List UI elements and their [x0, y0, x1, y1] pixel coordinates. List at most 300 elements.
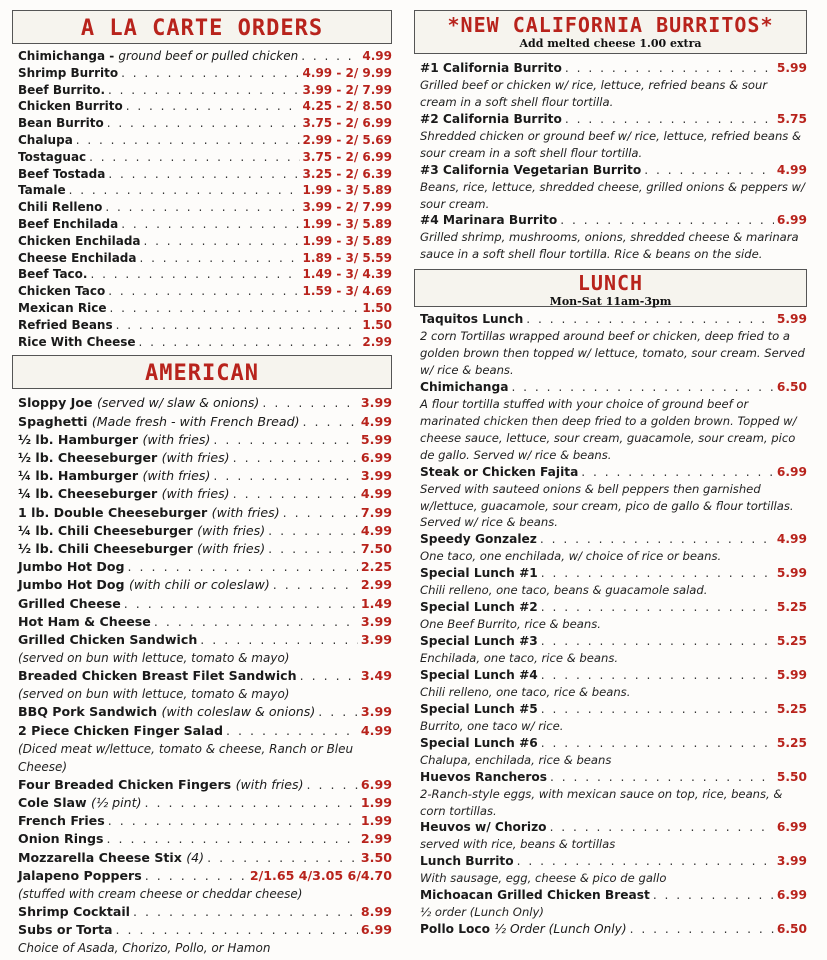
menu-item-title: ¼ lb. Cheeseburger — [18, 486, 162, 502]
menu-item-note: (½ pint) — [91, 795, 142, 810]
menu-item-name — [420, 599, 538, 616]
menu-item-price: 1.49 - 3/ 4.39 — [302, 267, 392, 282]
dot-leader — [307, 776, 358, 794]
menu-item-description: Served with sauteed onions & bell peppers then garnished w/lettuce, guacamole, sour cream, pico de gallo & flour tortillas. Served w/ rice & beans. — [420, 481, 794, 530]
menu-item-name — [18, 722, 223, 740]
menu-item-note: (with fries) — [161, 486, 230, 502]
dot-leader — [565, 111, 774, 128]
menu-item-price: 6.99 — [776, 888, 807, 903]
menu-item-title: Sloppy Joe — [18, 395, 97, 411]
menu-item — [420, 667, 807, 701]
dot-leader — [303, 413, 358, 431]
menu-item-note: (with fries) — [161, 449, 230, 465]
dot-leader — [318, 703, 358, 721]
menu-item-price: 4.99 — [360, 413, 392, 429]
menu-item-title: Beef Burrito. — [18, 82, 105, 97]
menu-item-price: 3.75 - 2/ 6.99 — [302, 149, 392, 164]
menu-item-price: 1.99 - 3/ 5.89 — [302, 216, 392, 231]
menu-item-line — [420, 667, 807, 684]
menu-item-line — [18, 631, 392, 649]
menu-item-title: French Fries — [18, 813, 105, 829]
menu-item — [18, 394, 392, 412]
menu-item-title: BBQ Pork Sandwich — [18, 704, 162, 720]
menu-item-note: (with fries) — [197, 540, 266, 556]
menu-item-name — [18, 149, 86, 166]
dot-leader — [301, 48, 359, 65]
menu-item — [18, 867, 392, 903]
menu-item-title: Lunch Burrito — [420, 854, 514, 869]
menu-item — [420, 921, 807, 938]
menu-item-line — [18, 467, 392, 485]
menu-item-title: Chicken Burrito — [18, 99, 123, 114]
menu-item-description: (Diced meat w/lettuce, tomato & cheese, Ranch or Bleu Cheese) — [18, 741, 354, 774]
dot-leader — [581, 464, 774, 481]
menu-item-title: Breaded Chicken Breast Filet Sandwich — [18, 668, 297, 684]
menu-item-name — [420, 667, 538, 684]
menu-item-title: ½ lb. Cheeseburger — [18, 449, 162, 465]
menu-item-name — [18, 522, 265, 540]
menu-item-line — [420, 212, 807, 229]
menu-item-note: (with fries) — [235, 776, 304, 792]
menu-item-price: 6.99 — [776, 820, 807, 835]
dot-leader — [128, 558, 358, 576]
menu-item-title: Chimichanga — [420, 379, 509, 394]
menu-item-line — [18, 504, 392, 522]
dot-leader — [560, 212, 774, 229]
menu-item-name — [18, 115, 104, 132]
menu-item — [18, 149, 392, 166]
dot-leader — [268, 540, 358, 558]
menu-item — [18, 667, 392, 703]
dot-leader — [653, 887, 774, 904]
menu-item-title: 2 Piece Chicken Finger Salad — [18, 722, 223, 738]
section-subtitle: Mon-Sat 11am-3pm — [549, 295, 672, 309]
menu-item-note: (with chili or coleslaw) — [128, 577, 270, 593]
menu-item-price: 4.25 - 2/ 8.50 — [302, 99, 392, 114]
menu-item-note: (with coleslaw & onions) — [161, 704, 316, 720]
menu-item-name — [18, 166, 105, 183]
menu-item-line — [420, 60, 807, 77]
menu-item-note: (served w/ slaw & onions) — [96, 395, 260, 411]
menu-item-price: 3.75 - 2/ 6.99 — [302, 116, 392, 131]
menu-item-line — [18, 250, 392, 267]
menu-item-title: Cheese Enchilada — [18, 250, 137, 265]
menu-item-price: 6.50 — [776, 922, 807, 937]
menu-item-name — [420, 60, 562, 77]
menu-item-name — [18, 631, 197, 649]
menu-item-price: 1.99 — [360, 813, 392, 829]
dot-leader — [226, 722, 358, 740]
menu-item-price: 5.25 — [776, 634, 807, 649]
dot-leader — [511, 379, 773, 396]
menu-item-description: Beans, rice, lettuce, shredded cheese, grilled onions & peppers w/ sour cream. — [420, 179, 805, 211]
menu-item — [420, 60, 807, 111]
menu-item-name — [18, 48, 298, 65]
menu-item-title: #3 California Vegetarian Burrito — [420, 162, 642, 177]
menu-item-price: 4.99 — [776, 532, 807, 547]
menu-item-name — [18, 413, 300, 431]
menu-item-description: ½ order (Lunch Only) — [420, 905, 544, 920]
menu-item-name — [420, 311, 523, 328]
menu-item — [420, 769, 807, 820]
menu-item-price: 4.99 — [776, 162, 807, 177]
dot-leader — [541, 565, 774, 582]
menu-item-note: (with fries) — [211, 504, 280, 520]
menu-item-title: Tostaguac — [18, 149, 87, 164]
menu-item-line — [420, 464, 807, 481]
menu-item-description: (served on bun with lettuce, tomato & mayo) — [18, 651, 290, 666]
menu-item-name — [420, 633, 538, 650]
menu-item-price: 5.99 — [776, 566, 807, 581]
menu-item-line — [18, 667, 392, 685]
menu-item-name — [18, 558, 125, 576]
menu-item — [420, 379, 807, 464]
menu-item — [18, 812, 392, 830]
dot-leader — [116, 317, 360, 334]
menu-item-line — [18, 449, 392, 467]
menu-item-note: (4) — [186, 849, 205, 865]
menu-item-description: Chalupa, enchilada, rice & beans — [420, 752, 612, 767]
menu-item-price: 5.99 — [776, 667, 807, 682]
dot-leader — [283, 504, 358, 522]
menu-item-note: (with fries) — [197, 522, 266, 538]
dot-leader — [207, 849, 358, 867]
menu-item-name — [18, 216, 118, 233]
menu-item-name — [18, 250, 137, 267]
menu-item-note: (with fries) — [142, 431, 211, 447]
a-la-carte-list — [12, 48, 392, 350]
menu-item-line — [420, 379, 807, 396]
menu-item-name — [420, 464, 578, 481]
menu-item-line — [18, 849, 392, 867]
menu-item-title: Hot Ham & Cheese — [18, 613, 151, 629]
menu-item-price: 3.25 - 2/ 6.39 — [302, 166, 392, 181]
menu-item-price: 6.99 — [360, 922, 392, 938]
dot-leader — [108, 812, 358, 830]
menu-item-price: 7.99 — [360, 504, 392, 520]
menu-item-title: #1 California Burrito — [420, 61, 562, 75]
menu-item-note: (with fries) — [142, 468, 211, 484]
menu-item-price: 1.50 — [362, 317, 392, 332]
menu-item-name — [18, 317, 113, 334]
menu-item-title: Heuvos w/ Chorizo — [420, 820, 547, 835]
menu-item — [18, 558, 392, 576]
dot-leader — [145, 867, 247, 885]
menu-item-title: ½ lb. Chili Cheeseburger — [18, 540, 198, 556]
menu-item-name — [18, 467, 210, 485]
dot-leader — [541, 701, 774, 718]
menu-item-price: 5.99 — [776, 312, 807, 327]
dot-leader — [541, 633, 774, 650]
dot-leader — [106, 830, 357, 848]
menu-item-line — [18, 149, 392, 166]
california-banner — [414, 10, 807, 54]
menu-item-title: Four Breaded Chicken Fingers — [18, 776, 236, 792]
menu-item-name — [18, 98, 123, 115]
menu-item-line — [18, 830, 392, 848]
menu-item — [420, 599, 807, 633]
menu-item-title: ½ lb. Hamburger — [18, 431, 143, 447]
menu-item-title: Mozzarella Cheese Stix — [18, 849, 187, 865]
menu-item-price: 5.25 — [776, 701, 807, 716]
menu-item-description: With sausage, egg, cheese & pico de gallo — [420, 871, 667, 886]
menu-item-price: 1.89 - 3/ 5.59 — [302, 250, 392, 265]
dot-leader — [133, 903, 358, 921]
menu-item-description: One taco, one enchilada, w/ choice of rice or beans. — [420, 549, 722, 564]
menu-item-name — [18, 199, 102, 216]
menu-item-description: (stuffed with cream cheese or cheddar cheese) — [18, 887, 303, 902]
menu-item — [420, 311, 807, 379]
menu-item-name — [18, 703, 315, 721]
menu-item-price: 1.49 — [360, 595, 392, 611]
menu-item-price: 7.50 — [360, 540, 392, 556]
menu-item-price: 6.99 — [776, 213, 807, 228]
menu-item-price: 3.99 — [360, 395, 392, 411]
dot-leader — [139, 334, 360, 351]
a-la-carte-banner — [12, 10, 392, 44]
dot-leader — [565, 60, 774, 77]
menu-item-price: 3.99 — [360, 613, 392, 629]
menu-item-title: #2 California Burrito — [420, 111, 562, 126]
menu-item-line — [18, 613, 392, 631]
menu-item — [420, 735, 807, 769]
menu-item — [420, 111, 807, 162]
section-title: A LA CARTE ORDERS — [80, 16, 324, 41]
menu-item-price: 4.99 — [360, 486, 392, 502]
menu-item — [18, 522, 392, 540]
menu-item-description: 2 corn Tortillas wrapped around beef or chicken, deep fried to a golden brown then topped w/ lettuce, tomato, sour cream. Served w/ rice & beans. — [420, 329, 805, 378]
menu-item-price: 2.99 — [362, 334, 392, 349]
menu-item-name — [420, 769, 547, 786]
menu-item-name — [18, 485, 230, 503]
menu-item-title: Cole Slaw — [18, 795, 92, 810]
dot-leader — [76, 132, 300, 149]
menu-item-price: 1.99 - 3/ 5.89 — [302, 183, 392, 198]
menu-item-line — [18, 300, 392, 317]
american-list — [12, 394, 392, 957]
menu-item-line — [420, 599, 807, 616]
menu-item — [18, 199, 392, 216]
menu-item — [420, 464, 807, 532]
menu-item-line — [420, 701, 807, 718]
menu-item-title: Tamale — [18, 183, 66, 198]
menu-item-name — [18, 867, 142, 885]
menu-item-line — [18, 921, 392, 939]
menu-item-title: Beef Tostada — [18, 166, 106, 181]
menu-item-name — [420, 819, 547, 836]
menu-item-price: 3.99 - 2/ 7.99 — [302, 82, 392, 97]
menu-item-line — [18, 558, 392, 576]
dot-leader — [262, 394, 358, 412]
menu-item-name — [420, 701, 538, 718]
dot-leader — [69, 182, 300, 199]
menu-item-price: 4.99 — [360, 522, 392, 538]
menu-item-price: 3.99 — [360, 468, 392, 484]
american-banner — [12, 355, 392, 389]
menu-item-name — [18, 233, 141, 250]
menu-item-name — [18, 667, 297, 685]
menu-item-description: Burrito, one taco w/ rice. — [420, 718, 564, 733]
menu-item — [18, 431, 392, 449]
dot-leader — [233, 485, 358, 503]
dot-leader — [89, 149, 299, 166]
menu-item — [18, 250, 392, 267]
menu-item — [420, 531, 807, 565]
section-title: AMERICAN — [145, 361, 259, 387]
menu-item-line — [18, 283, 392, 300]
menu-item-name — [18, 449, 230, 467]
menu-item — [18, 794, 392, 812]
menu-item-title: Grilled Cheese — [18, 595, 121, 611]
menu-item — [18, 776, 392, 794]
menu-item-name — [18, 812, 105, 830]
dot-leader — [273, 576, 358, 594]
menu-item-description: A flour tortilla stuffed with your choice of ground beef or marinated chicken then deep fried to a golden brown. Topped w/ cheese sauce, lettuce, sour cream, guacamole, sour cream, pico de gallo. Served w/ rice & beans. — [420, 396, 797, 462]
menu-item-price: 5.99 — [776, 61, 807, 75]
lunch-list — [414, 311, 807, 938]
menu-item-name — [18, 576, 270, 594]
menu-item-description: Shredded chicken or ground beef w/ rice, lettuce, refried beans & sour cream in a soft shell flour tortilla. — [420, 128, 802, 160]
menu-item-title: Spaghetti — [18, 413, 92, 429]
menu-item — [18, 65, 392, 82]
dot-leader — [109, 300, 359, 317]
dot-leader — [213, 467, 358, 485]
dot-leader — [550, 819, 774, 836]
menu-item — [18, 317, 392, 334]
menu-item — [420, 701, 807, 735]
menu-item-title: Beef Enchilada — [18, 216, 119, 231]
menu-item-line — [18, 48, 392, 65]
menu-item-price: 2.99 — [360, 831, 392, 847]
menu-item-line — [18, 82, 392, 99]
menu-item — [18, 903, 392, 921]
menu-item-description: Grilled shrimp, mushrooms, onions, shredded cheese & marinara sauce in a soft shell flour tortilla. Rice & beans on the side. — [420, 230, 799, 262]
menu-item-line — [420, 853, 807, 870]
menu-item-name — [18, 394, 259, 412]
menu-item-price: 6.50 — [776, 379, 807, 394]
dot-leader — [541, 599, 774, 616]
menu-item-price: 4.99 — [362, 49, 392, 63]
dot-leader — [108, 82, 300, 99]
menu-item-price: 2.99 - 2/ 5.69 — [302, 132, 392, 147]
menu-item-price: 3.49 — [360, 668, 392, 684]
menu-item-name — [420, 162, 641, 179]
menu-item-line — [18, 98, 392, 115]
menu-item-name — [18, 540, 265, 558]
menu-item — [18, 283, 392, 300]
menu-item-name — [18, 300, 106, 317]
dot-leader — [200, 631, 358, 649]
menu-item-price: 5.75 — [776, 111, 807, 126]
menu-item-line — [18, 216, 392, 233]
menu-item-line — [420, 311, 807, 328]
menu-item — [18, 540, 392, 558]
menu-item-name — [18, 182, 66, 199]
menu-item-line — [18, 903, 392, 921]
menu-item-description: Choice of Asada, Chorizo, Pollo, or Hamon — [18, 941, 271, 956]
menu-item-line — [420, 162, 807, 179]
dot-leader — [126, 98, 300, 115]
menu-item — [420, 819, 807, 853]
menu-item-price: 1.59 - 3/ 4.69 — [302, 284, 392, 299]
menu-item — [18, 82, 392, 99]
dot-leader — [630, 921, 774, 938]
menu-item-line — [18, 132, 392, 149]
menu-item-price: 3.99 - 2/ 7.99 — [302, 200, 392, 215]
menu-item-description: Chili relleno, one taco, beans & guacamole salad. — [420, 583, 708, 598]
menu-item-title: Steak or Chicken Fajita — [420, 464, 579, 479]
menu-item-line — [18, 595, 392, 613]
menu-item — [18, 485, 392, 503]
menu-item-name — [18, 921, 112, 939]
menu-item-price: 6.99 — [360, 449, 392, 465]
menu-item — [18, 166, 392, 183]
menu-item-line — [18, 394, 392, 412]
menu-item-line — [18, 522, 392, 540]
menu-item-line — [18, 540, 392, 558]
menu-item-title: Rice With Cheese — [18, 334, 136, 349]
menu-item-description: Grilled beef or chicken w/ rice, lettuce, refried beans & sour cream in a soft shell flour tortilla. — [420, 78, 768, 109]
menu-item-line — [18, 233, 392, 250]
menu-item-title: Special Lunch #5 — [420, 701, 538, 716]
menu-item-name — [420, 212, 557, 229]
menu-item-line — [18, 182, 392, 199]
menu-item-price: 1.50 — [362, 300, 392, 315]
menu-item — [18, 722, 392, 776]
menu-item-price: 5.99 — [360, 431, 392, 447]
menu-item — [18, 449, 392, 467]
menu-item-line — [18, 703, 392, 721]
menu-item — [18, 849, 392, 867]
dot-leader — [124, 595, 358, 613]
menu-item-title: Speedy Gonzalez — [420, 532, 537, 547]
menu-item — [18, 576, 392, 594]
menu-item-line — [18, 812, 392, 830]
menu-item-title: Jumbo Hot Dog — [18, 559, 125, 575]
dot-leader — [644, 162, 774, 179]
menu-item — [18, 467, 392, 485]
menu-item-name — [420, 921, 627, 938]
dot-leader — [108, 283, 299, 300]
menu-item-title: Chicken Taco — [18, 284, 106, 299]
menu-item-name — [420, 853, 514, 870]
menu-item — [18, 334, 392, 351]
menu-item-name — [18, 65, 118, 82]
menu-item-line — [18, 317, 392, 334]
menu-item-description: (served on bun with lettuce, tomato & mayo) — [18, 687, 290, 702]
dot-leader — [541, 667, 774, 684]
menu-item-title: Special Lunch #4 — [420, 667, 538, 682]
menu-item-line — [18, 115, 392, 132]
menu-item-price: 1.99 — [360, 795, 392, 810]
dot-leader — [121, 216, 299, 233]
menu-item-line — [18, 576, 392, 594]
section-title: LUNCH — [577, 271, 644, 296]
menu-item-title: Jumbo Hot Dog — [18, 577, 129, 593]
menu-item-line — [420, 769, 807, 786]
menu-item-price: 2/1.65 4/3.05 6/4.70 — [249, 867, 392, 883]
menu-item-line — [18, 266, 392, 283]
menu-item — [18, 115, 392, 132]
menu-item-name — [18, 849, 204, 867]
menu-item-line — [420, 921, 807, 938]
menu-item-name — [18, 82, 105, 99]
menu-item-title: Shrimp Cocktail — [18, 904, 130, 920]
menu-item-price: 2.99 — [360, 577, 392, 593]
menu-item-price: 5.50 — [776, 769, 807, 784]
menu-item-description: One Beef Burrito, rice & beans. — [420, 617, 601, 632]
menu-item-line — [420, 565, 807, 582]
